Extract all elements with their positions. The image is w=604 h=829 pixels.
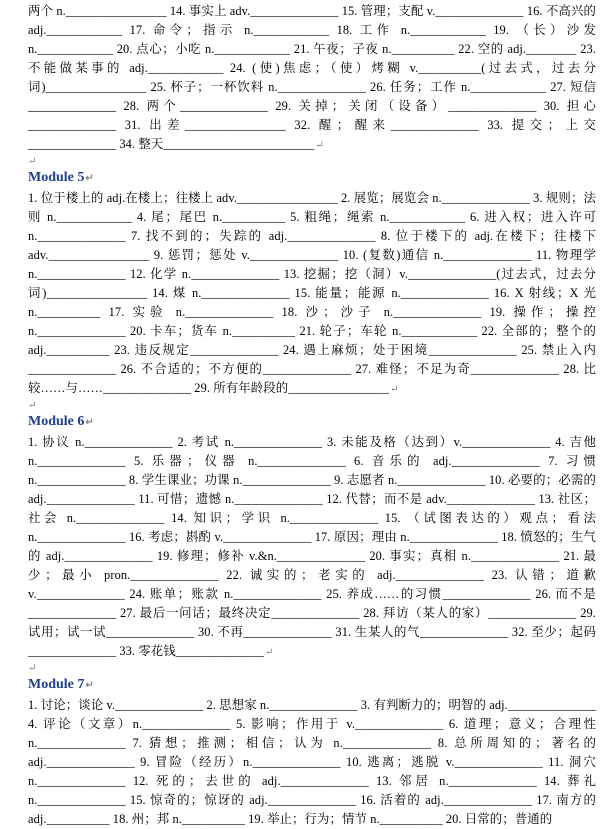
paragraph-mark-icon: ↵ xyxy=(389,384,399,395)
top-vocab-text: 两个 n.________________ 14. 事实上 adv.______________ 15. 管理；支配 v.______________ 16. 不高兴的 adj.____________ 17. 命令；指示 n.____________ 18. 工作 n.____________ 19. （长）沙发 n.____________ 20. 点心；小吃 n.____________ 21. 午夜；子夜 n.__________ 22. 空的 adj.________ 23. 不能做某事的 adj.____________ 24. (使)焦虑；（使）烤糊 v.__________(过去式，过去分词)________________ 25. 杯子；一杯饮料 n.______________ 26. 任务；工作 n.____________ 27. 短信______________ 28. 两个______________ 29. 关掉；关闭（设备）______________ 30. 担心______________ 31. 出差________________ 32. 醒；醒来______________ 33. 提交；上交______________ 34. 整天________________________ xyxy=(28,4,596,151)
empty-paragraph-mark-icon: ↵ xyxy=(28,663,37,674)
module-7-vocab-text: 1. 讨论；谈论 v.______________ 2. 思想家 n.______________ 3. 有判断力的；明智的 adj.______________ 4. 评论（文章）n.______________ 5. 影响；作用于 v.______________ 6. 道理；意义；合理性 n.______________ 7. 猜想；推测；相信；认为 n.______________ 8. 总所周知的；著名的 adj.______________ 9. 冒险（经历）n.______________ 10. 逃离；逃脱 v.______________ 11. 洞穴 n.______________ 12. 死的；去世的 adj.______________ 13. 邻居 n.______________ 14. 葬礼 n.______________ 15. 惊奇的；惊讶的 adj.______________ 16. 活着的 adj.______________ 17. 南方的 adj.__________ 18. 州；邦 n.__________ 19. 举止；行为；情节 n.__________ 20. 日常的；普通的 xyxy=(28,698,596,826)
paragraph-mark-icon: ↵ xyxy=(85,173,94,184)
module-7-title: Module 7 xyxy=(28,677,85,692)
module-5-title: Module 5 xyxy=(28,170,85,185)
module-5-heading xyxy=(28,168,596,189)
empty-paragraph-mark-icon: ↵ xyxy=(28,156,37,167)
paragraph-mark-icon: ↵ xyxy=(85,680,94,691)
top-vocab-list xyxy=(28,2,596,155)
module-5-section xyxy=(28,168,596,412)
paragraph-mark-icon: ↵ xyxy=(315,140,324,151)
module-6-title: Module 6 xyxy=(28,414,85,429)
module-6-heading xyxy=(28,412,596,433)
module-5-vocab-list xyxy=(28,189,596,399)
module-6-section xyxy=(28,412,596,675)
paragraph-mark-icon: ↵ xyxy=(264,647,274,658)
module-7-heading xyxy=(28,675,596,696)
module-7-section xyxy=(28,675,596,829)
empty-paragraph-mark-icon: ↵ xyxy=(28,400,37,411)
module-6-vocab-text: 1. 协议 n.______________ 2. 考试 n.______________ 3. 未能及格（达到）v.______________ 4. 吉他 n.______________ 5. 乐器；仪器 n.______________ 6. 音乐的 adj.______________ 7. 习惯 n.______________ 8. 学生课业；功课 n.______________ 9. 志愿者 n.______________ 10. 必要的；必需的 adj.______________ 11. 可惜；遗憾 n.______________ 12. 代替；而不是 adv.______________ 13. 社区；社会 n.______________ 14. 知识；学识 n.______________ 15. （试图表达的）观点；看法 n.______________ 16. 考虑；斟酌 v.______________ 17. 原因；理由 n.______________ 18. 愤怒的；生气的 adj.______________ 19. 修理；修补 v.&n.______________ 20. 事实；真相 n.______________ 21. 最少；最小 pron.______________ 22. 诚实的；老实的 adj.______________ 23. 认错；道歉 v.______________ 24. 账单；账款 n.______________ 25. 养成……的习惯______________ 26. 而不是______________ 27. 最后一问话；最终决定______________ 28. 拜访（某人的家）______________ 29. 试用；试一试______________ 30. 不再______________ 31. 生某人的气______________ 32. 至少；起码______________ 33. 零花钱______________ xyxy=(28,435,596,658)
module-6-vocab-list xyxy=(28,433,596,662)
paragraph-mark-icon: ↵ xyxy=(85,417,94,428)
module-5-vocab-text: 1. 位于楼上的 adj.在楼上；往楼上 adv.________________ 2. 展览；展览会 n.______________ 3. 规则；法则 n.____________ 4. 尾；尾巴 n.__________ 5. 粗绳；绳索 n.____________ 6. 进入权；进入许可 n.______________ 7. 找不到的；失踪的 adj.______________ 8. 位于楼下的 adj.在楼下；往楼下 adv.________________ 9. 惩罚；惩处 v.______________ 10. (复数)通信 n.______________ 11. 物理学 n.______________ 12. 化学 n.______________ 13. 挖掘；挖（洞）v.______________(过去式，过去分词)________________ 14. 煤 n.______________ 15. 能量；能源 n.______________ 16. X 射线；X 光 n.__________ 17. 实验 n.______________ 18. 沙；沙子 n.______________ 19. 操作；操控 n.______________ 20. 卡车；货车 n.__________ 21. 轮子；车轮 n.____________ 22. 全部的；整个的 adj.__________ 23. 违反规定______________ 24. 遇上麻烦；处于困境______________ 25. 禁止入内______________ 26. 不合适的；不方便的______________ 27. 难怪；不足为奇______________ 28. 比较……与……______________ 29. 所有年龄段的________________ xyxy=(28,191,596,395)
module-7-vocab-list xyxy=(28,696,596,829)
